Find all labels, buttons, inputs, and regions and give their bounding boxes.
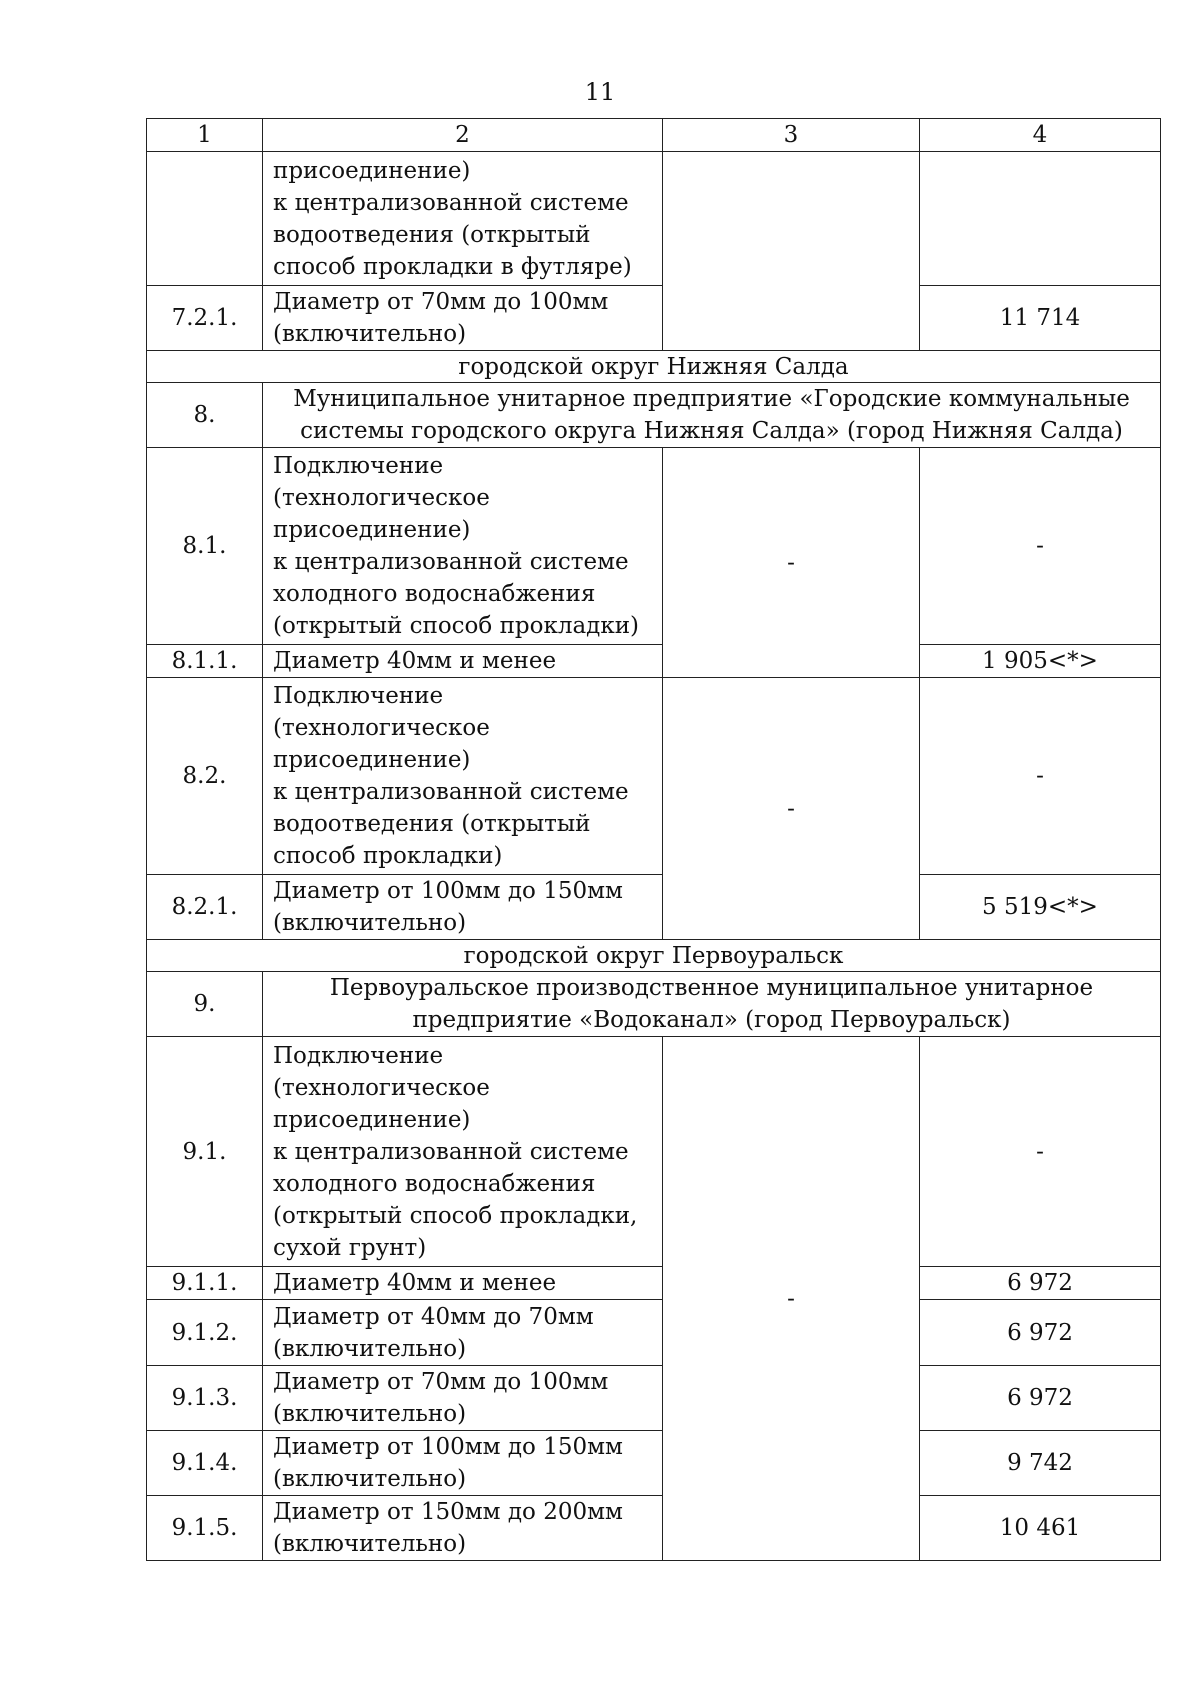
row-description: Диаметр от 40мм до 70мм (включительно) [263, 1300, 663, 1366]
row-number: 9.1.2. [147, 1300, 263, 1366]
row-description [263, 678, 663, 875]
row-number: 8. [147, 383, 263, 448]
row-description: Диаметр 40мм и менее [263, 1267, 663, 1300]
table-header-row [147, 119, 1161, 152]
header-col-2: 2 [263, 119, 663, 152]
row-value: 6 972 [920, 1366, 1161, 1431]
table-row [147, 448, 1161, 645]
table-row [147, 286, 1161, 351]
row-number: 9. [147, 972, 263, 1037]
row-description: Диаметр от 70мм до 100мм (включительно) [263, 286, 663, 351]
table-row [147, 645, 1161, 678]
table-row [147, 1037, 1161, 1267]
row-description: Диаметр 40мм и менее [263, 645, 663, 678]
row-col3: - [663, 1037, 920, 1561]
table-row [147, 1267, 1161, 1300]
row-value: 5 519<*> [920, 875, 1161, 940]
district-name: городской округ Первоуральск [147, 940, 1161, 972]
organization-name: Первоуральское производственное муниципальное унитарное предприятие «Водоканал» (город Первоуральск) [263, 972, 1161, 1037]
table-row [147, 1300, 1161, 1366]
row-description: Диаметр от 100мм до 150мм (включительно) [263, 1431, 663, 1496]
district-row [147, 351, 1161, 383]
row-value: - [920, 448, 1161, 645]
row-number: 8.2. [147, 678, 263, 875]
organization-name: Муниципальное унитарное предприятие «Городские коммунальные системы городского округа Нижняя Салда» (город Нижняя Салда) [263, 383, 1161, 448]
row-value: 11 714 [920, 286, 1161, 351]
row-col3-empty [663, 152, 920, 351]
row-value: 9 742 [920, 1431, 1161, 1496]
row-description: Диаметр от 150мм до 200мм (включительно) [263, 1496, 663, 1561]
row-number: 9.1.4. [147, 1431, 263, 1496]
row-value: - [920, 1037, 1161, 1267]
organization-row [147, 972, 1161, 1037]
row-description [263, 1037, 663, 1267]
row-value: 10 461 [920, 1496, 1161, 1561]
row-description [263, 448, 663, 645]
desc-text: присоединение) к централизованной системе водоотведения (открытый способ прокладки в футляре) [273, 157, 632, 280]
row-value-empty [920, 152, 1161, 286]
table-row [147, 1431, 1161, 1496]
desc-text: Подключение (технологическое присоединение) к централизованной системе холодного водоснабжения (открытый способ прокладки, сухой грунт) [273, 1042, 638, 1261]
row-number: 9.1. [147, 1037, 263, 1267]
row-number: 7.2.1. [147, 286, 263, 351]
table-row [147, 875, 1161, 940]
table-row [147, 1366, 1161, 1431]
desc-text: Подключение (технологическое присоединение) к централизованной системе холодного водоснабжения (открытый способ прокладки) [273, 453, 640, 639]
tariff-table [146, 118, 1161, 1561]
row-description [263, 152, 663, 286]
row-value: 6 972 [920, 1300, 1161, 1366]
desc-text: Подключение (технологическое присоединение) к централизованной системе водоотведения (открытый способ прокладки) [273, 683, 629, 869]
row-value: 1 905<*> [920, 645, 1161, 678]
row-number: 8.1.1. [147, 645, 263, 678]
header-col-3: 3 [663, 119, 920, 152]
header-col-1: 1 [147, 119, 263, 152]
row-number: 9.1.1. [147, 1267, 263, 1300]
row-value: - [920, 678, 1161, 875]
row-number: 9.1.5. [147, 1496, 263, 1561]
page-number: 11 [584, 78, 616, 106]
row-description: Диаметр от 100мм до 150мм (включительно) [263, 875, 663, 940]
row-col3: - [663, 448, 920, 678]
district-row [147, 940, 1161, 972]
row-number-empty [147, 152, 263, 286]
header-col-4: 4 [920, 119, 1161, 152]
district-name: городской округ Нижняя Салда [147, 351, 1161, 383]
organization-row [147, 383, 1161, 448]
row-col3: - [663, 678, 920, 940]
row-description: Диаметр от 70мм до 100мм (включительно) [263, 1366, 663, 1431]
row-number: 8.2.1. [147, 875, 263, 940]
row-number: 8.1. [147, 448, 263, 645]
table-row [147, 678, 1161, 875]
table-row [147, 1496, 1161, 1561]
row-value: 6 972 [920, 1267, 1161, 1300]
table-row [147, 152, 1161, 286]
row-number: 9.1.3. [147, 1366, 263, 1431]
